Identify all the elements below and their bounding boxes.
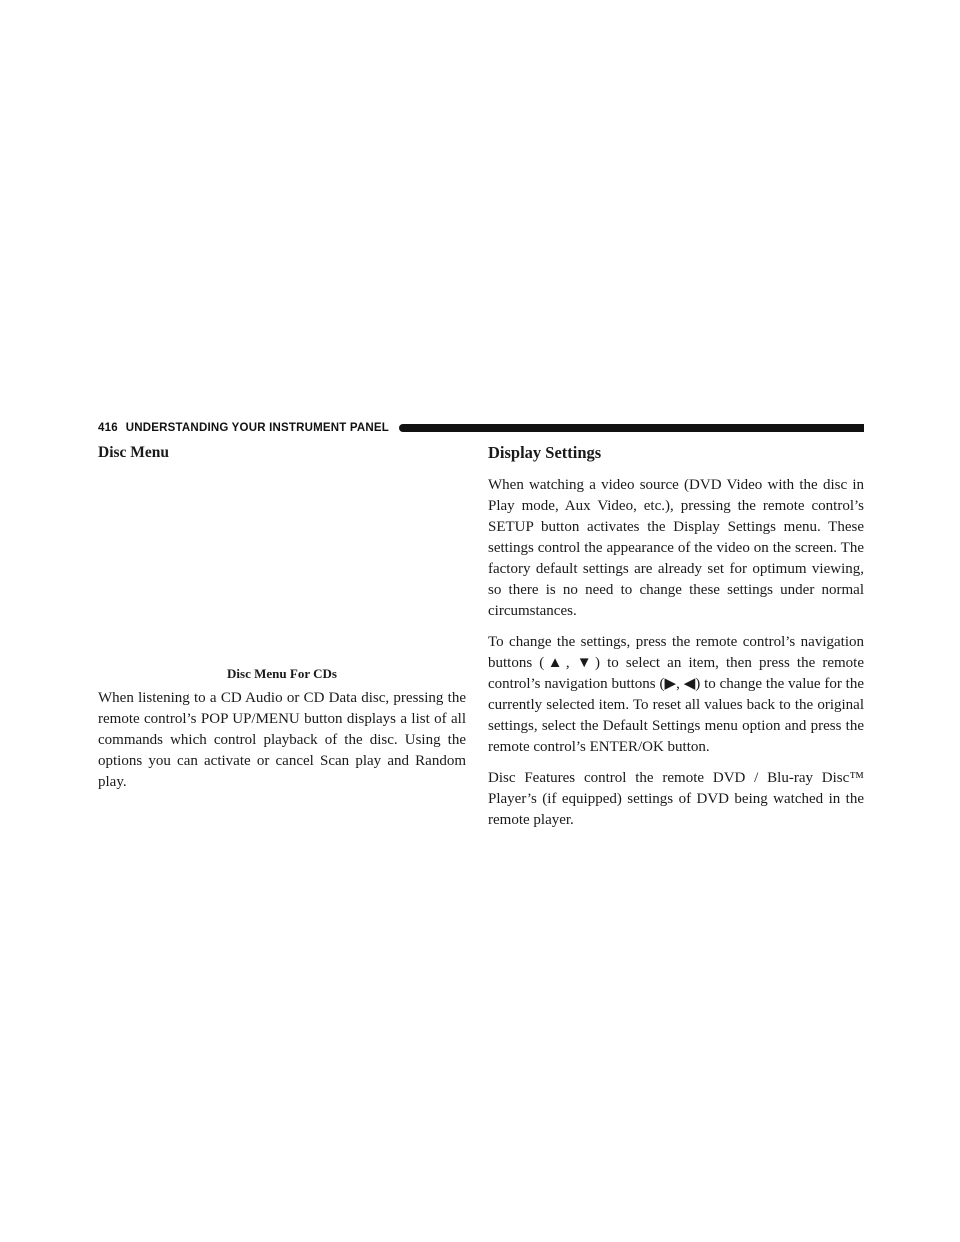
disc-menu-paragraph: When listening to a CD Audio or CD Data disc, pressing the remote control’s POP UP/MENU button displays a list of all commands which control playback of the disc. Using the options you can activate or cancel Scan play and Random play. xyxy=(98,690,466,790)
figure-placeholder xyxy=(98,462,466,658)
figure-caption: Disc Menu For CDs xyxy=(227,666,337,681)
left-column xyxy=(98,442,466,803)
page-header xyxy=(98,418,864,438)
disc-menu-heading: Disc Menu xyxy=(98,444,170,461)
display-settings-paragraph-2: To change the settings, press the remote control’s navigation buttons (▲, ▼) to select an item, then press the remote control’s navigation buttons (▶, ◀) to change the value for the currently selected item. To reset all values back to the original settings, select the Default Settings menu option and press the remote control’s ENTER/OK button. xyxy=(488,634,864,755)
page-number: 416 xyxy=(98,422,118,434)
display-settings-paragraph-3: Disc Features control the remote DVD / Blu-ray Disc™ Player’s (if equipped) settings of DVD being watched in the remote player. xyxy=(488,770,864,828)
section-title: UNDERSTANDING YOUR INSTRUMENT PANEL xyxy=(125,422,389,434)
display-settings-heading: Display Settings xyxy=(488,443,602,462)
right-column xyxy=(488,442,864,841)
header-rule xyxy=(399,424,864,432)
display-settings-paragraph-1: When watching a video source (DVD Video with the disc in Play mode, Aux Video, etc.), pressing the remote control’s SETUP button activates the Display Settings menu. These settings control the appearance of the video on the screen. The factory default settings are already set for optimum viewing, so there is no need to change these settings under normal circumstances. xyxy=(488,477,864,619)
